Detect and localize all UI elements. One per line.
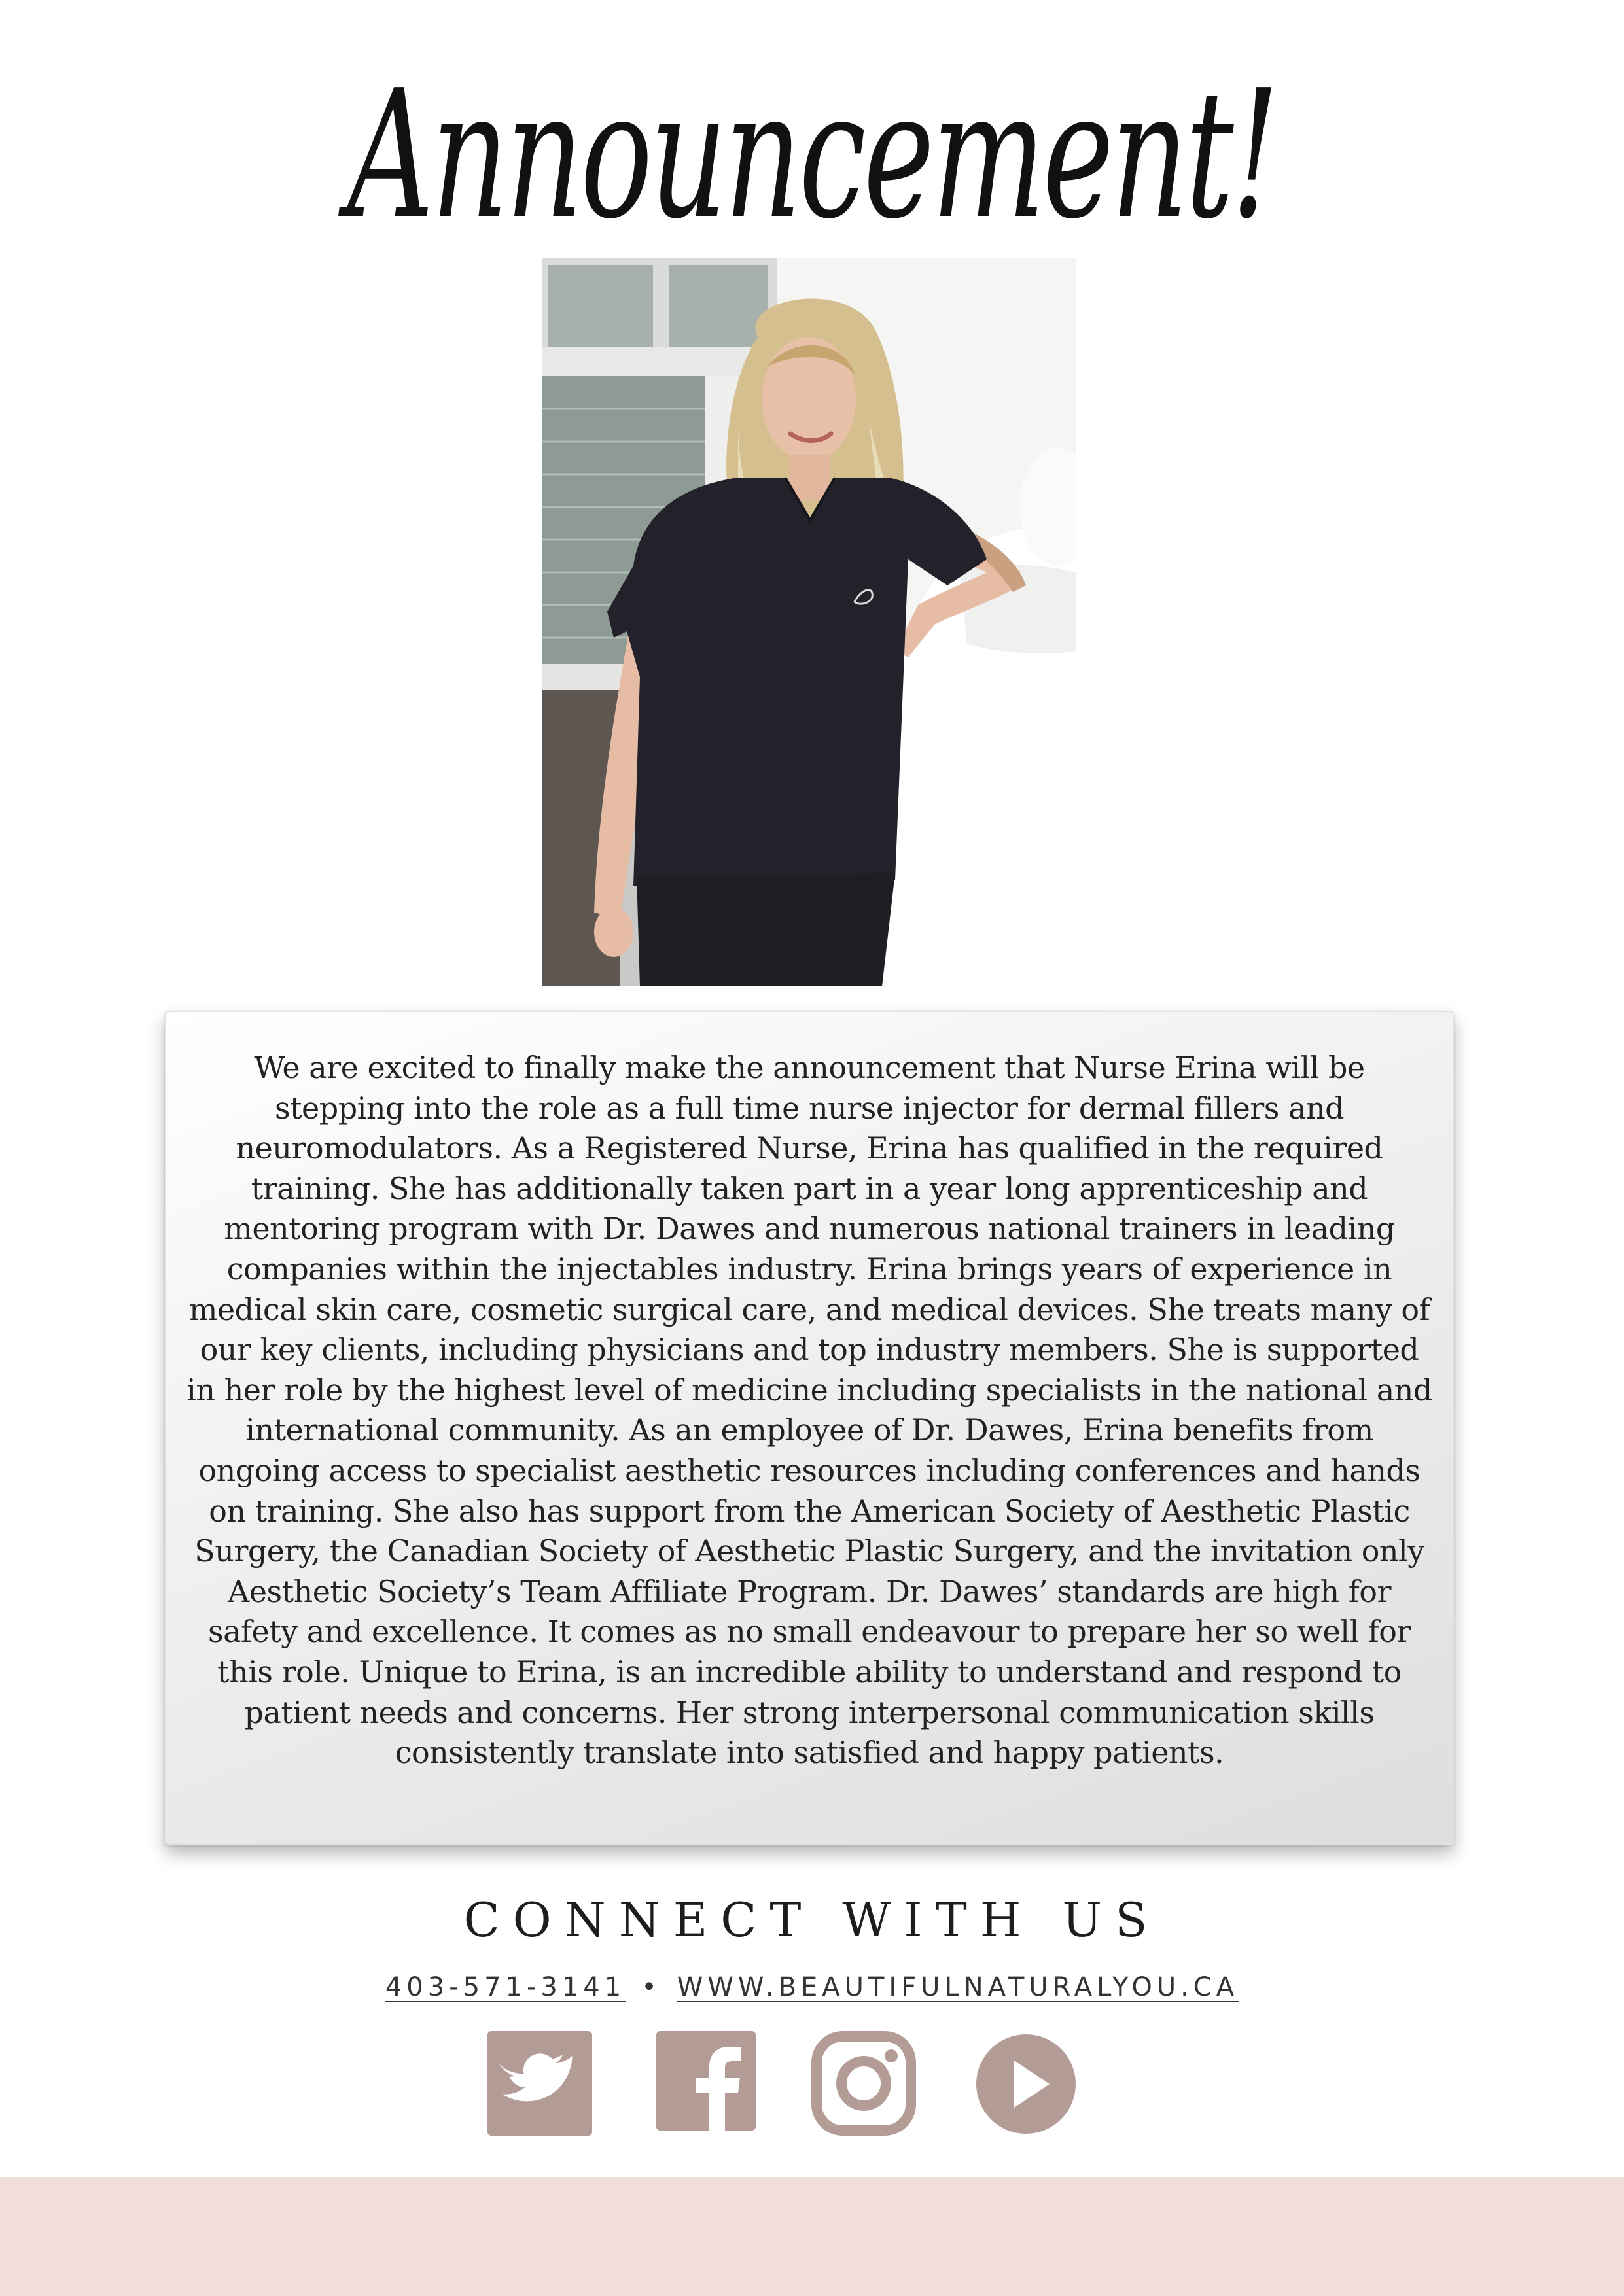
announcement-body: We are excited to finally make the announcement that Nurse Erina will be stepping into the role as a full time nurse injector for dermal fillers and neuromodulators. As a Registered Nurse, Erina has qualified in the required training. She has additionally taken part in a year long apprenticeship and mentoring program with Dr. Dawes and numerous national trainers in leading companies within the injectables industry. Erina brings years of experience in medical skin care, cosmetic surgical care, and medical devices. She treats many of our key clients, including physicians and top industry members. She is supported in her role by the highest level of medicine including specialists in the national and international community. As an employee of Dr. Dawes, Erina benefits from ongoing access to specialist aesthetic resources including conferences and hands on training. She also has support from the American Society of Aesthetic Plastic Surgery, the Canadian Society of Aesthetic Plastic Surgery, and the invitation only Aesthetic Society’s Team Affiliate Program. Dr. Dawes’ standards are high for safety and excellence. It comes as no small endeavour to prepare her so well for this role. Unique to Erina, is an incredible ability to understand and respond to patient needs and concerns. Her strong interpersonal communication skills consistently translate into satisfied and happy patients. bbox=[186, 1050, 1432, 1771]
footer-band bbox=[0, 2177, 1624, 2296]
facebook-icon[interactable] bbox=[656, 2031, 756, 2131]
contact-line bbox=[0, 1969, 1624, 2006]
website-link[interactable]: WWW.BEAUTIFULNATURALYOU.CA bbox=[677, 1972, 1239, 2002]
instagram-icon[interactable] bbox=[811, 2031, 916, 2136]
contact-separator: • bbox=[641, 1972, 662, 2002]
nurse-photo bbox=[542, 258, 1076, 986]
connect-heading: CONNECT WITH US bbox=[463, 1892, 1161, 1947]
twitter-icon[interactable] bbox=[487, 2031, 592, 2136]
announcement-card bbox=[165, 1011, 1454, 1845]
announcement-title-text: Announcement! bbox=[338, 52, 1277, 258]
phone-link[interactable]: 403-571-3141 bbox=[385, 1972, 626, 2002]
youtube-play-icon[interactable] bbox=[976, 2034, 1076, 2134]
